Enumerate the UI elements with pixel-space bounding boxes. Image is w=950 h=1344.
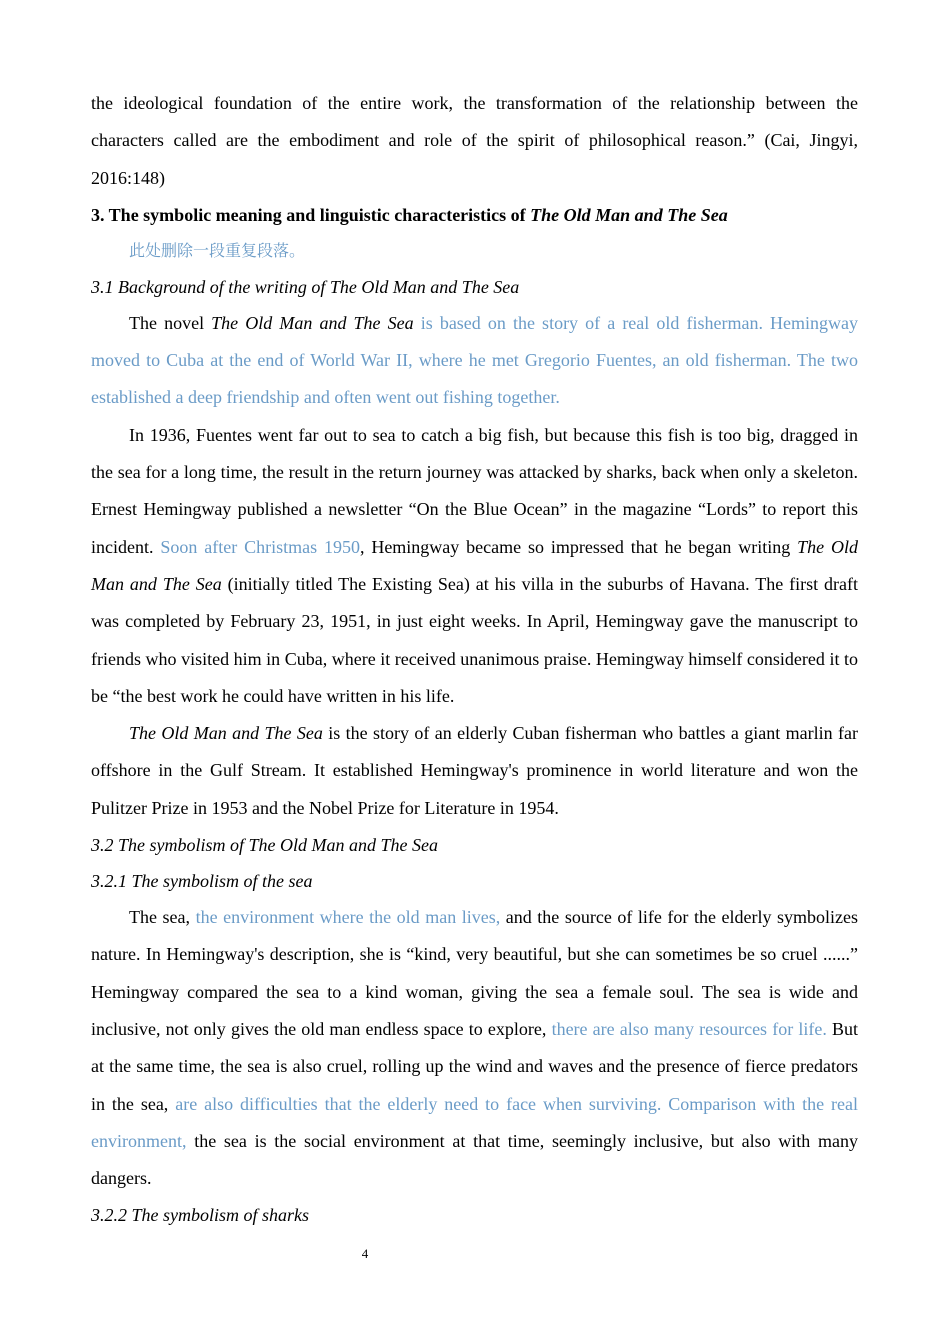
paragraph-background-3 — [91, 715, 858, 827]
paragraph-continued: the ideological foundation of the entire work, the transformation of the relationship between the characters called are the embodiment and role of the spirit of philosophical reason.” (Cai, Jingyi, 2016:148) — [91, 93, 858, 188]
section-heading-3 — [91, 197, 858, 233]
document-page — [91, 85, 858, 1233]
text-run: and the source of life for the elderly symbolizes nature. In Hemingway's description, she is “kind, very beautiful, but she can sometimes be so cruel ......” Hemingway compared the sea to a kind woman, giving the sea a female soul. The sea is wide and inclusive, not only gives the old man endless space to explore, — [91, 907, 858, 1039]
highlighted-text: Soon after Christmas 1950 — [160, 536, 360, 557]
book-title: The Old Man and The Sea — [91, 536, 859, 594]
highlighted-text: are also difficulties that the elderly need to face when surviving. Comparison with the real environment, — [91, 1093, 858, 1151]
subsection-heading-3-2-1: 3.2.1 The symbolism of the sea — [91, 871, 313, 892]
text-run: But at the same time, the sea is also cruel, rolling up the wind and waves and the presence of fierce predators in the sea, — [91, 1018, 859, 1114]
text-run: is the story of an elderly Cuban fisherman who battles a giant marlin far offshore in the Gulf Stream. It established Hemingway's prominence in world literature and won the Pulitzer Prize in 1953 and the Nobel Prize for Literature in 1954. — [91, 723, 859, 818]
highlighted-text: the environment where the old man lives, — [195, 907, 501, 928]
subsection-heading-3-2-2: 3.2.2 The symbolism of sharks — [91, 1205, 310, 1226]
highlighted-text: is based on the story of a real old fisherman. Hemingway moved to Cuba at the end of World War II, where he met Gregorio Fuentes, an old fisherman. The two established a deep friendship and often went out fishing together. — [91, 312, 859, 408]
text-run: In 1936, Fuentes went far out to sea to catch a big fish, but because this fish is too big, dragged in the sea for a long time, the result in the return journey was attacked by sharks, back when only a skeleton. Ernest Hemingway published a newsletter “On the Blue Ocean” in the magazine “Lords” to report this incident. — [91, 424, 858, 557]
subsection-heading-3-2: 3.2 The symbolism of The Old Man and The Sea — [91, 835, 438, 856]
paragraph-sea-symbolism — [91, 899, 858, 1197]
text-run: the sea is the social environment at that time, seemingly inclusive, but also with many dangers. — [91, 1130, 858, 1189]
text-run: (initially titled The Existing Sea) at his villa in the suburbs of Havana. The first draft was completed by February 23, 1951, in just eight weeks. In April, Hemingway gave the manuscript to friends who visited him in Cuba, where it received unanimous praise. Hemingway himself considered it to be “the best work he could have written in his life. — [91, 573, 858, 706]
paragraph-background-1 — [91, 305, 858, 417]
book-title: The Old Man and The Sea — [211, 312, 414, 333]
highlighted-text: there are also many resources for life. — [551, 1018, 827, 1039]
subsection-heading-3-1: 3.1 Background of the writing of The Old Man and The Sea — [91, 276, 520, 297]
editor-note: 此处删除一段重复段落。 — [129, 240, 306, 260]
book-title: The Old Man and The Sea — [129, 723, 323, 744]
text-run: The sea, — [129, 907, 196, 928]
text-run: The novel — [129, 312, 212, 333]
section-heading-3-text: 3. The symbolic meaning and linguistic characteristics of — [91, 204, 531, 225]
text-run: , Hemingway became so impressed that he began writing — [359, 536, 798, 557]
section-heading-3-title: The Old Man and The Sea — [530, 204, 728, 225]
page-number: 4 — [361, 1246, 369, 1261]
paragraph-background-2 — [91, 417, 858, 715]
